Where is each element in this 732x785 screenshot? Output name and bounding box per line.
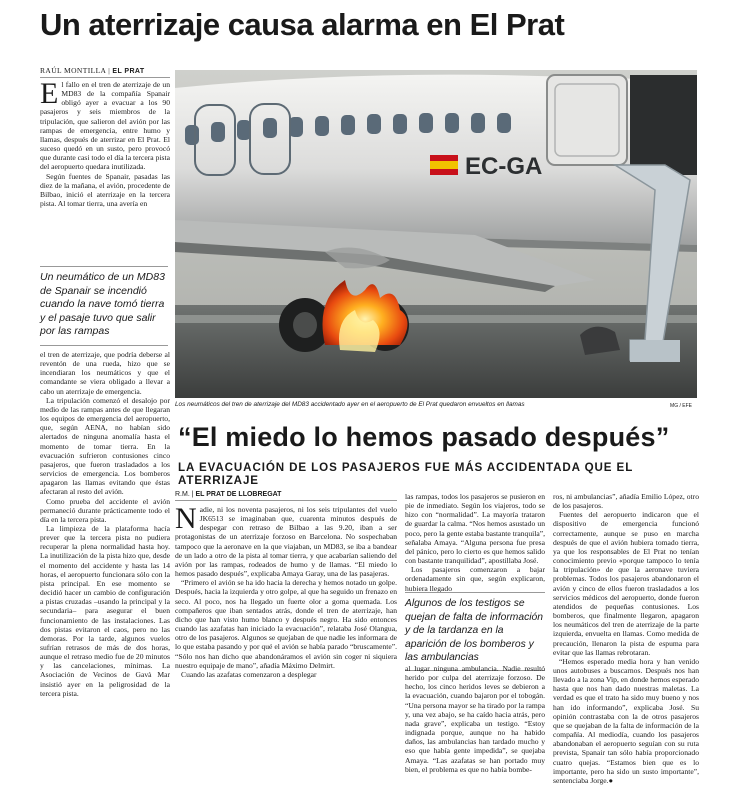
paragraph: el tren de aterrizaje, que podría deberse al reventón de una rueda, hizo que se incendiaran los neumáticos y que el comandante se viera obligado a llevar a cabo un aterrizaje de emergencia. — [40, 350, 170, 396]
byline-author: RAÚL MONTILLA — [40, 66, 106, 75]
paragraph: La tripulación comenzó el desalojo por medio de las rampas antes de que llegaran los equipos de emergencia del aeropuerto, que, según AENA, no habían sido alertados de ninguna anomalía hasta el momento de tomar tierra. En la evacuación sufrieron contusiones cinco pasajeros, que fueron trasladados a los servicios de emergencia. Los bomberos apagaron las llamas evitando que éstas afectaran al resto del avión. — [40, 395, 170, 497]
paragraph: Fuentes del aeropuerto indicaron que el dispositivo de emergencia funcionó correctamente, aunque se puso en marcha después de que el avión hubiera tomado tierra, ya que los responsables de El Prat no tenían conocimiento previo «porque tampoco lo tenía la tripulación» de que la aeronave tuviera problemas. Todos los pasajeros abandonaron el avión y cinco de ellos fueron trasladados a los servicios médicos del aeropuerto, donde fueron atendidos de pequeñas contusiones. Los bomberos, que finalmente llegaron, apagaron los neumáticos del tren de aterrizaje de la parte izquierda, envuelta en llamas. Como medida de precaución, llenaron la pista de espuma para evitar que las llamas rebrotaran. — [553, 510, 699, 657]
paragraph: Cuando las azafatas comenzaron a desplegar — [181, 669, 317, 679]
photo-caption: Los neumáticos del tren de aterrizaje del MD83 accidentado ayer en el aeropuerto de El Prat quedaron envueltos en llamas — [175, 401, 525, 408]
article-column-1-bottom — [40, 350, 170, 760]
paragraph: l fallo en el tren de aterrizaje de un MD83 de la compañía Spanair obligó ayer a evacuar a los 90 pasajeros y seis miembros de la tripulación, que salieron del avión por las rampas de emergencia, entre humo y llamas, después de aterrizar en El Prat. El suceso quedó en un susto, pero provocó que durante casi todo el día la tercera pista del aeropuerto quedara inutilizada. — [40, 80, 170, 172]
pull-quote: Un neumático de un MD83 de Spanair se incendió cuando la nave tomó tierra y el pasaje tuvo que salir por las rampas — [40, 266, 168, 346]
photo-credit: MG / EFE — [670, 403, 692, 409]
subheadline: LA EVACUACIÓN DE LOS PASAJEROS FUE MÁS ACCIDENTADA QUE EL ATERRIZAJE — [178, 461, 633, 487]
paragraph: al lugar ninguna ambulancia. Nadie resultó herido por culpa del aterrizaje forzoso. De hecho, los cinco heridos leves se debieron a la evacuación, cuando bajaron por el tobogán. “Una persona mayor se ha tirado por la rampa y, una vez abajo, se ha caído hacia atrás, pero nada grave”, explicaba un testigo. “Estoy indignada porque, aunque no ha habido daños, las ambulancias han tardado mucho y eso que había gente impedida”, se quejaba Amaya. “Las azafatas se han portado muy bien, el problema es que no había bombe- — [405, 664, 546, 774]
paragraph: adie, ni los noventa pasajeros, ni los seis tripulantes del vuelo JK6513 se imaginaban que, cuarenta minutos después de despegar con retraso de Bilbao a las 9.20, iban a ser protagonistas de un aterrizaje forzoso en Barcelona. No sospechaban tampoco que la aeronave en la que viajaban, un MD83, se iba a bandear de un lado a otro de la pista al tomar tierra, y que acabarían saliendo del avión por las rampas, rodeados de humo y de llamas. “El miedo lo hemos pasado después”, explicaba Amaya Garay, una de las pasajeras. — [175, 505, 397, 579]
news-photo — [175, 70, 697, 398]
paragraph: La limpieza de la plataforma hacía prever que la tercera pista no pudiera recuperar la plena normalidad hasta hoy. La inutilización de la pista hizo que, desde el momento del accidente y hasta las 14 horas, el aeropuerto funcionara sólo con la pista principal. En ese momento se decidió hacer un cambio de configuración a pistas cruzadas –usando la principal y la secundaria– para asegurar el buen funcionamiento de las instalaciones. Las dos pistas evitaron el caos, pero no las demoras. Por la tarde, algunos vuelos sufrían retrasos de más de dos horas, aunque el retraso medio fue de 20 minutos y las cancelaciones, mínimas. La Asociación de Vecinos de Gavà Mar insistió ayer en la peligrosidad de la tercera pista. — [40, 523, 170, 698]
drop-cap: E — [40, 77, 59, 110]
article-column-3-top — [405, 492, 545, 593]
article-column-3-bottom — [405, 664, 546, 774]
headline: Un aterrizaje causa alarma en El Prat — [40, 7, 565, 42]
paragraph: Los pasajeros comenzaron a bajar ordenadamente sin que, según explicaron, hubiera llegado — [405, 565, 545, 593]
paragraph: “Hemos esperado media hora y han venido unos autobuses a buscarnos. Después nos han llevado a la zona Vip, en donde hemos esperado hasta que nos han dado nuestras maletas. La verdad es que el trato ha sido muy bueno y nos han ido informando”, explicaba José. Su opinión contrastaba con la de otros pasajeros que se quejaban de la falta de información de la compañía. Al mediodía, cuando los pasajeros abandonaban el aeropuerto seguían con su ruta prevista, Spanair tan sólo había proporcionado cuatro quejas. “Estamos bien que es lo importante, pero ha sido un susto importante”, sentenciaba Jorge.● — [553, 656, 699, 785]
article-column-2 — [175, 502, 397, 765]
paragraph: ros, ni ambulancias”, añadía Emilio López, otro de los pasajeros. — [553, 492, 699, 511]
byline: RAÚL MONTILLA | EL PRAT — [40, 66, 170, 78]
paragraph: Como prueba del accidente el avión permaneció durante prácticamente todo el día en la tercera pista. — [40, 496, 170, 524]
byline: R.M. | EL PRAT DE LLOBREGAT — [175, 491, 397, 501]
drop-cap: N — [175, 502, 197, 535]
byline-author: R.M. — [175, 491, 190, 498]
byline-place: EL PRAT — [112, 68, 145, 75]
article-column-1-top — [40, 77, 170, 253]
secondary-headline: “El miedo lo hemos pasado después” — [178, 422, 670, 452]
paragraph: las rampas, todos los pasajeros se pusieron en pie de inmediato. Según los viajeros, todo se hizo con “normalidad”. La mayoría trataron de guardar la calma. “Nos hemos asustado un poco, pero la gente estaba bastante tranquila”, señalaba Amaya. “Alguna persona fue presa del pánico, pero lo cierto es que hemos salido con bastante tranquilidad”, apostillaba José. — [405, 492, 545, 566]
article-column-4 — [553, 492, 699, 785]
aircraft-registration-text: EC-GA — [465, 153, 543, 180]
pull-quote: Algunos de los testigos se quejan de falta de información y de la tardanza en la aparición de los bomberos y las ambulancias — [405, 592, 545, 671]
byline-place: EL PRAT DE LLOBREGAT — [195, 491, 282, 498]
paragraph: “Primero el avión se ha ido hacia la derecha y hemos notado un golpe. Después, hacia la izquierda y otro golpe, al que ha seguido un frenazo en seco. Al poco, nos ha llegado un fuerte olor a goma quemada. Los compañeros que iban sentados atrás, donde el tren de aterrizaje, han dicho que han visto humo blanco y después negro. Ha sido entonces cuando las azafatas han iniciado la evacuación”, relataba José Olangua, otro de los pasajeros. Algunos se quejaban de que nadie les informara de lo que estaba pasando y por qué el avión se había parado “bruscamente”. “Sólo nos han dicho que abandonáramos el avión sin coger ni siquiera nuestro equipaje de mano”, añadía Máximo Delmirt. — [175, 578, 397, 670]
airplane-fire-image — [175, 70, 697, 398]
paragraph: Según fuentes de Spanair, pasadas las diez de la mañana, el avión, procedente de Bilbao, inició el aterrizaje en la tercera pista. Al tomar tierra, una avería en — [40, 171, 170, 209]
